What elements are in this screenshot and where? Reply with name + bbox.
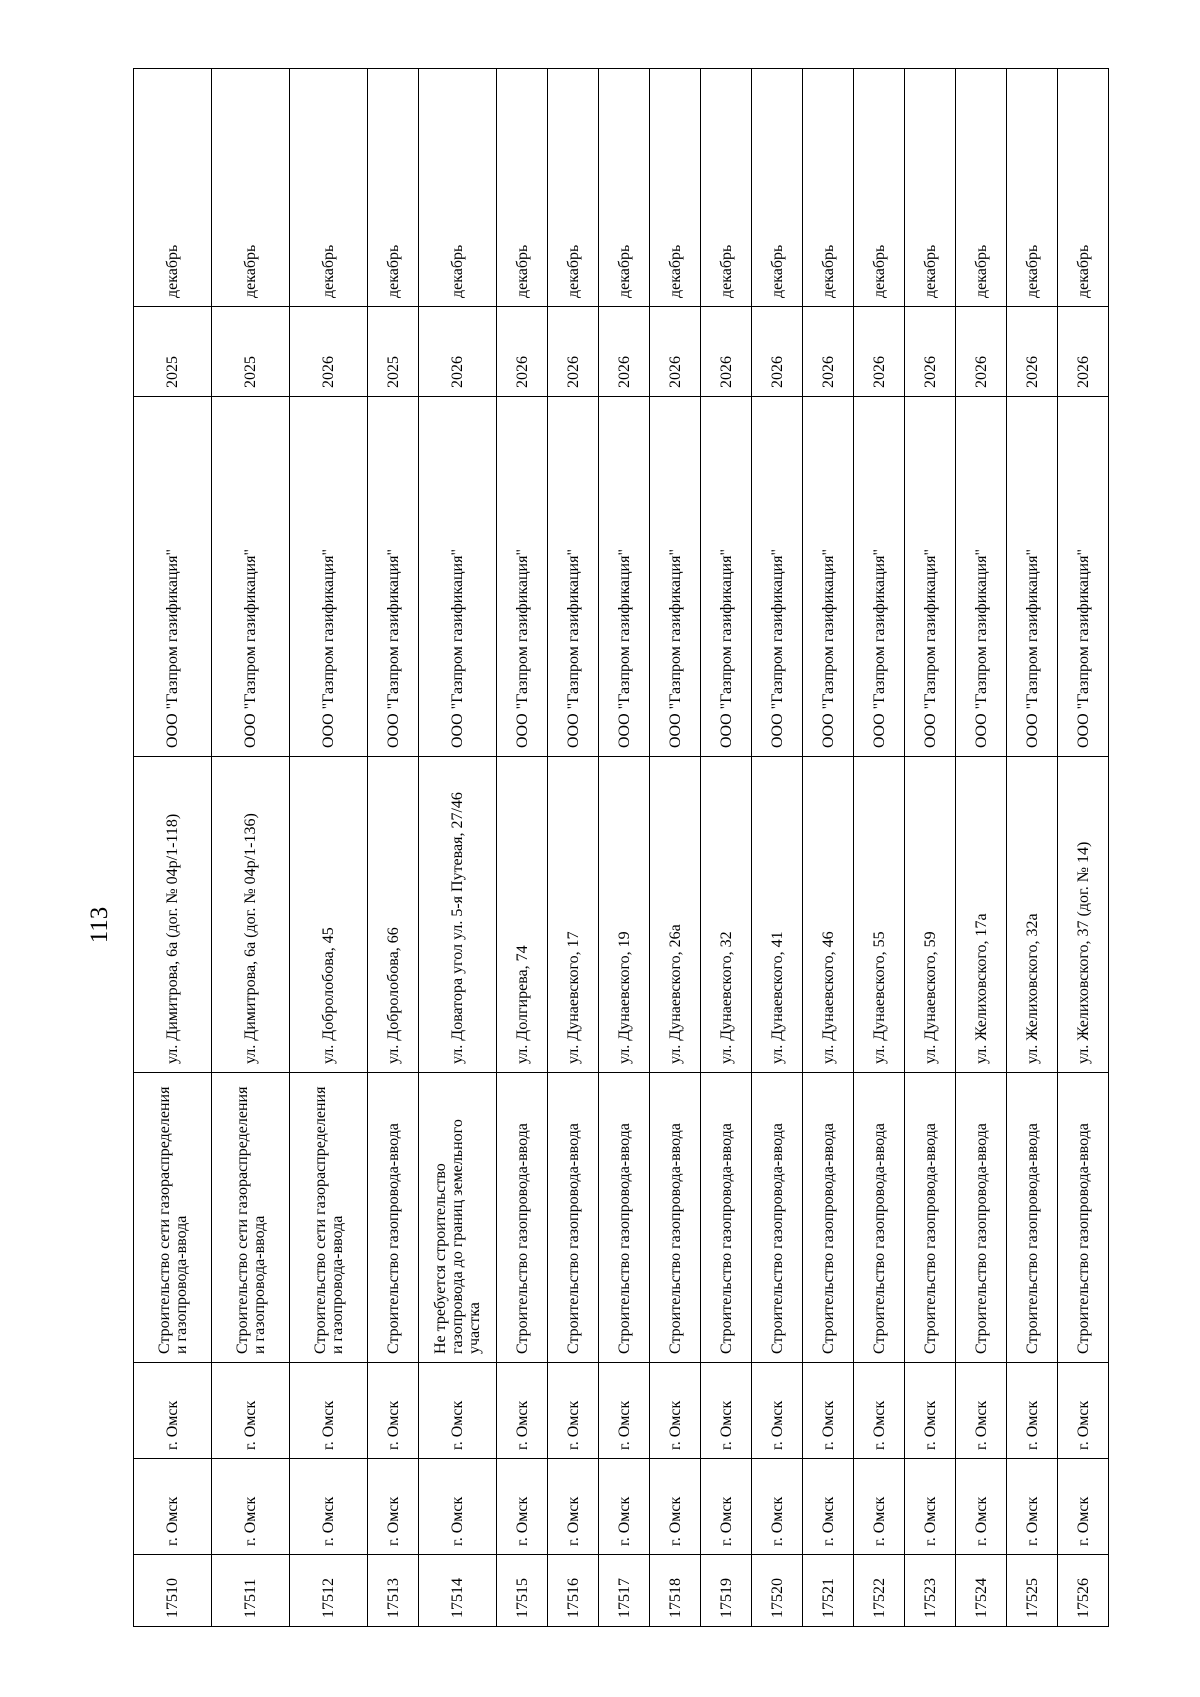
- row-number: 17523: [905, 1555, 956, 1627]
- municipality-cell: г. Омск: [701, 1459, 752, 1555]
- year-cell: 2026: [650, 307, 701, 397]
- table-row: [548, 69, 599, 1627]
- settlement-cell: г. Омск: [1007, 1363, 1058, 1459]
- organization-cell: ООО "Газпром газификация": [701, 397, 752, 757]
- month-cell: декабрь: [290, 69, 368, 307]
- municipality-cell: г. Омск: [419, 1459, 497, 1555]
- work-type-cell: Строительство газопровода-ввода: [548, 1073, 599, 1363]
- work-type-cell: Строительство сети газораспределения и газопровода-ввода: [134, 1073, 212, 1363]
- table-body: [134, 69, 1109, 1627]
- organization-cell: ООО "Газпром газификация": [1007, 397, 1058, 757]
- work-type-cell: Строительство газопровода-ввода: [650, 1073, 701, 1363]
- municipality-cell: г. Омск: [497, 1459, 548, 1555]
- work-type-cell: Не требуется строительство газопровода до границ земельного участка: [419, 1073, 497, 1363]
- municipality-cell: г. Омск: [134, 1459, 212, 1555]
- row-number: 17513: [368, 1555, 419, 1627]
- month-cell: декабрь: [134, 69, 212, 307]
- organization-cell: ООО "Газпром газификация": [650, 397, 701, 757]
- month-cell: декабрь: [1007, 69, 1058, 307]
- year-cell: 2026: [752, 307, 803, 397]
- address-cell: ул. Димитрова, 6а (дог. № 04р/1-118): [134, 757, 212, 1073]
- address-cell: ул. Желиховского, 17а: [956, 757, 1007, 1073]
- table-row: [1058, 69, 1109, 1627]
- row-number: 17525: [1007, 1555, 1058, 1627]
- address-cell: ул. Дунаевского, 41: [752, 757, 803, 1073]
- municipality-cell: г. Омск: [854, 1459, 905, 1555]
- month-cell: декабрь: [419, 69, 497, 307]
- address-cell: ул. Дунаевского, 46: [803, 757, 854, 1073]
- table-row: [854, 69, 905, 1627]
- organization-cell: ООО "Газпром газификация": [368, 397, 419, 757]
- address-cell: ул. Желиховского, 37 (дог. № 14): [1058, 757, 1109, 1073]
- month-cell: декабрь: [650, 69, 701, 307]
- month-cell: декабрь: [854, 69, 905, 307]
- year-cell: 2025: [368, 307, 419, 397]
- year-cell: 2026: [701, 307, 752, 397]
- work-type-cell: Строительство газопровода-ввода: [1007, 1073, 1058, 1363]
- work-type-cell: Строительство газопровода-ввода: [599, 1073, 650, 1363]
- municipality-cell: г. Омск: [368, 1459, 419, 1555]
- data-table: [133, 68, 1109, 1627]
- municipality-cell: г. Омск: [1058, 1459, 1109, 1555]
- year-cell: 2025: [134, 307, 212, 397]
- organization-cell: ООО "Газпром газификация": [599, 397, 650, 757]
- row-number: 17511: [212, 1555, 290, 1627]
- settlement-cell: г. Омск: [650, 1363, 701, 1459]
- municipality-cell: г. Омск: [290, 1459, 368, 1555]
- table-row: [701, 69, 752, 1627]
- address-cell: ул. Дунаевского, 32: [701, 757, 752, 1073]
- address-cell: ул. Долгирева, 74: [497, 757, 548, 1073]
- address-cell: ул. Дунаевского, 26а: [650, 757, 701, 1073]
- work-type-cell: Строительство газопровода-ввода: [956, 1073, 1007, 1363]
- organization-cell: ООО "Газпром газификация": [419, 397, 497, 757]
- month-cell: декабрь: [803, 69, 854, 307]
- organization-cell: ООО "Газпром газификация": [497, 397, 548, 757]
- row-number: 17524: [956, 1555, 1007, 1627]
- row-number: 17517: [599, 1555, 650, 1627]
- settlement-cell: г. Омск: [368, 1363, 419, 1459]
- settlement-cell: г. Омск: [212, 1363, 290, 1459]
- settlement-cell: г. Омск: [1058, 1363, 1109, 1459]
- work-type-cell: Строительство газопровода-ввода: [701, 1073, 752, 1363]
- organization-cell: ООО "Газпром газификация": [854, 397, 905, 757]
- table-row: [599, 69, 650, 1627]
- work-type-cell: Строительство газопровода-ввода: [752, 1073, 803, 1363]
- organization-cell: ООО "Газпром газификация": [548, 397, 599, 757]
- table-row: [368, 69, 419, 1627]
- municipality-cell: г. Омск: [548, 1459, 599, 1555]
- organization-cell: ООО "Газпром газификация": [1058, 397, 1109, 757]
- organization-cell: ООО "Газпром газификация": [905, 397, 956, 757]
- address-cell: ул. Дунаевского, 19: [599, 757, 650, 1073]
- table-container: [133, 69, 1109, 1627]
- year-cell: 2026: [1007, 307, 1058, 397]
- month-cell: декабрь: [701, 69, 752, 307]
- row-number: 17516: [548, 1555, 599, 1627]
- settlement-cell: г. Омск: [854, 1363, 905, 1459]
- month-cell: декабрь: [368, 69, 419, 307]
- municipality-cell: г. Омск: [956, 1459, 1007, 1555]
- row-number: 17519: [701, 1555, 752, 1627]
- year-cell: 2026: [854, 307, 905, 397]
- month-cell: декабрь: [956, 69, 1007, 307]
- address-cell: ул. Димитрова, 6а (дог. № 04р/1-136): [212, 757, 290, 1073]
- settlement-cell: г. Омск: [701, 1363, 752, 1459]
- settlement-cell: г. Омск: [752, 1363, 803, 1459]
- row-number: 17521: [803, 1555, 854, 1627]
- municipality-cell: г. Омск: [599, 1459, 650, 1555]
- table-row: [212, 69, 290, 1627]
- month-cell: декабрь: [599, 69, 650, 307]
- settlement-cell: г. Омск: [134, 1363, 212, 1459]
- municipality-cell: г. Омск: [1007, 1459, 1058, 1555]
- settlement-cell: г. Омск: [803, 1363, 854, 1459]
- year-cell: 2025: [212, 307, 290, 397]
- table-row: [1007, 69, 1058, 1627]
- address-cell: ул. Добролобова, 66: [368, 757, 419, 1073]
- row-number: 17515: [497, 1555, 548, 1627]
- municipality-cell: г. Омск: [650, 1459, 701, 1555]
- year-cell: 2026: [290, 307, 368, 397]
- municipality-cell: г. Омск: [905, 1459, 956, 1555]
- address-cell: ул. Дунаевского, 59: [905, 757, 956, 1073]
- table-row: [803, 69, 854, 1627]
- table-row: [650, 69, 701, 1627]
- year-cell: 2026: [548, 307, 599, 397]
- work-type-cell: Строительство сети газораспределения и газопровода-ввода: [212, 1073, 290, 1363]
- organization-cell: ООО "Газпром газификация": [956, 397, 1007, 757]
- address-cell: ул. Добролобова, 45: [290, 757, 368, 1073]
- work-type-cell: Строительство сети газораспределения и газопровода-ввода: [290, 1073, 368, 1363]
- year-cell: 2026: [497, 307, 548, 397]
- settlement-cell: г. Омск: [548, 1363, 599, 1459]
- organization-cell: ООО "Газпром газификация": [290, 397, 368, 757]
- work-type-cell: Строительство газопровода-ввода: [1058, 1073, 1109, 1363]
- row-number: 17510: [134, 1555, 212, 1627]
- address-cell: ул. Доватора угол ул. 5-я Путевая, 27/46: [419, 757, 497, 1073]
- year-cell: 2026: [956, 307, 1007, 397]
- year-cell: 2026: [599, 307, 650, 397]
- row-number: 17514: [419, 1555, 497, 1627]
- page-number: 113: [86, 906, 113, 944]
- month-cell: декабрь: [548, 69, 599, 307]
- organization-cell: ООО "Газпром газификация": [752, 397, 803, 757]
- table-row: [956, 69, 1007, 1627]
- year-cell: 2026: [803, 307, 854, 397]
- work-type-cell: Строительство газопровода-ввода: [905, 1073, 956, 1363]
- month-cell: декабрь: [212, 69, 290, 307]
- year-cell: 2026: [905, 307, 956, 397]
- settlement-cell: г. Омск: [290, 1363, 368, 1459]
- table-row: [419, 69, 497, 1627]
- settlement-cell: г. Омск: [956, 1363, 1007, 1459]
- municipality-cell: г. Омск: [212, 1459, 290, 1555]
- work-type-cell: Строительство газопровода-ввода: [497, 1073, 548, 1363]
- table-row: [134, 69, 212, 1627]
- municipality-cell: г. Омск: [803, 1459, 854, 1555]
- organization-cell: ООО "Газпром газификация": [803, 397, 854, 757]
- work-type-cell: Строительство газопровода-ввода: [368, 1073, 419, 1363]
- month-cell: декабрь: [1058, 69, 1109, 307]
- work-type-cell: Строительство газопровода-ввода: [803, 1073, 854, 1363]
- table-row: [905, 69, 956, 1627]
- address-cell: ул. Дунаевского, 17: [548, 757, 599, 1073]
- work-type-cell: Строительство газопровода-ввода: [854, 1073, 905, 1363]
- row-number: 17518: [650, 1555, 701, 1627]
- table-row: [497, 69, 548, 1627]
- municipality-cell: г. Омск: [752, 1459, 803, 1555]
- year-cell: 2026: [419, 307, 497, 397]
- month-cell: декабрь: [497, 69, 548, 307]
- settlement-cell: г. Омск: [497, 1363, 548, 1459]
- table-row: [290, 69, 368, 1627]
- settlement-cell: г. Омск: [905, 1363, 956, 1459]
- address-cell: ул. Желиховского, 32а: [1007, 757, 1058, 1073]
- row-number: 17522: [854, 1555, 905, 1627]
- table-row: [752, 69, 803, 1627]
- row-number: 17512: [290, 1555, 368, 1627]
- row-number: 17520: [752, 1555, 803, 1627]
- address-cell: ул. Дунаевского, 55: [854, 757, 905, 1073]
- month-cell: декабрь: [905, 69, 956, 307]
- settlement-cell: г. Омск: [419, 1363, 497, 1459]
- row-number: 17526: [1058, 1555, 1109, 1627]
- month-cell: декабрь: [752, 69, 803, 307]
- year-cell: 2026: [1058, 307, 1109, 397]
- organization-cell: ООО "Газпром газификация": [212, 397, 290, 757]
- organization-cell: ООО "Газпром газификация": [134, 397, 212, 757]
- settlement-cell: г. Омск: [599, 1363, 650, 1459]
